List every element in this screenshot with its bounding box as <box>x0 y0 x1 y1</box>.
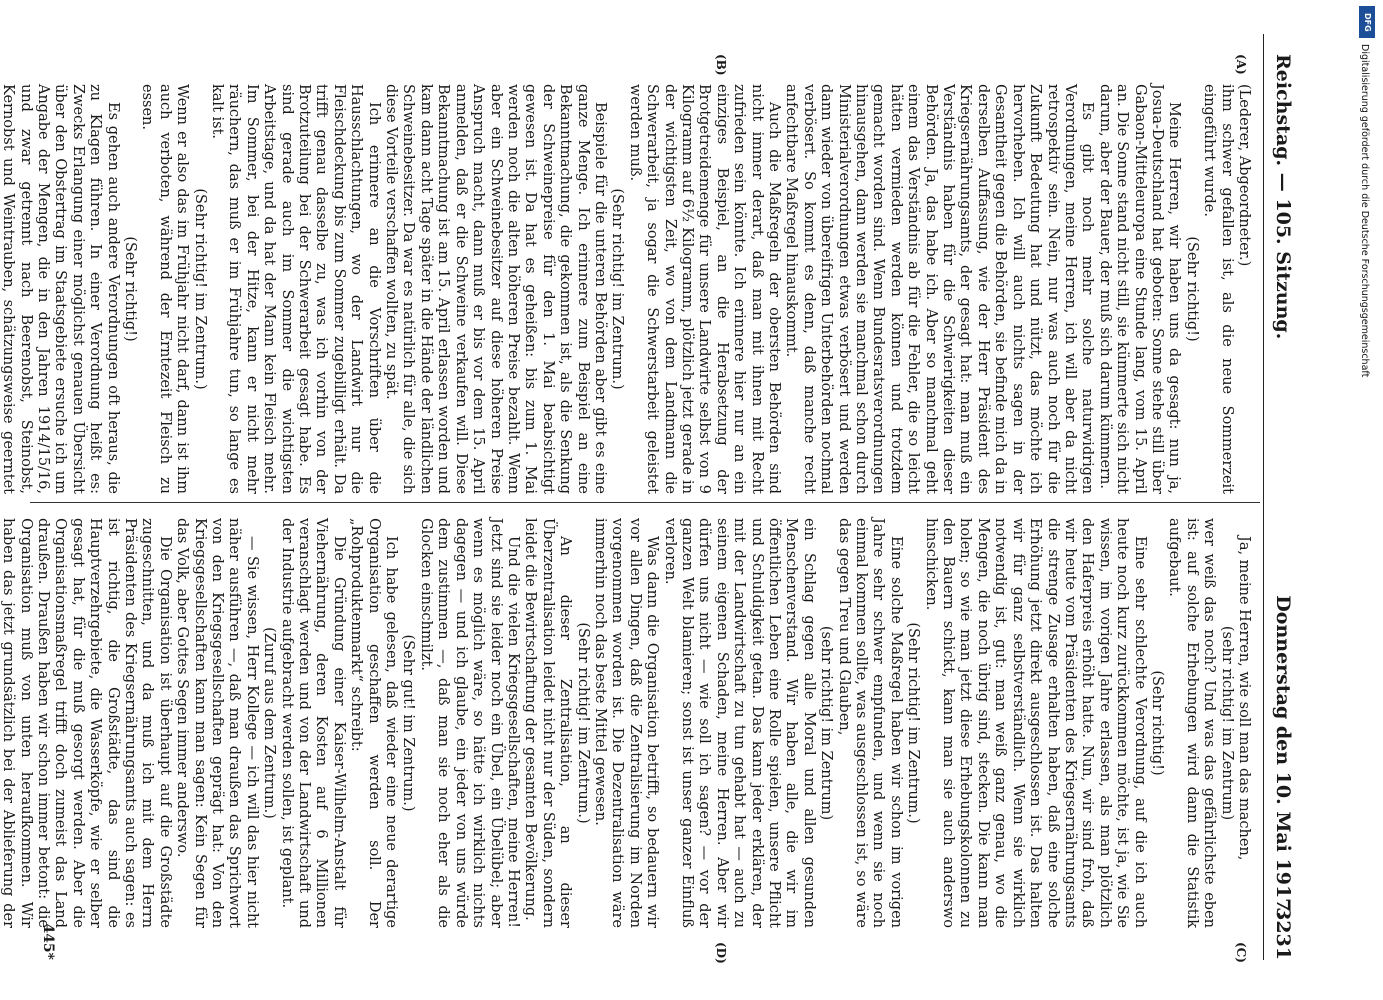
paragraph: Beispiele für die unteren Behörden aber gibt es eine ganze Menge. Ich erinnere zum Beispiel an eine Bekanntmachung, die gekommen ist, als die Senkung der Schweinepreise für den 1. Mai beabsichtigt gewesen ist. Da hat es geheißen: bis zum 1. Mai werden noch die alten höheren Preise bezahlt. Wenn aber ein Schweinebesitzer auf diese höheren Preise Anspruch macht, dann muß er bis vor dem 15. April anmelden, daß er die Schweine verkaufen will. Diese Bekanntmachung ist am 15. April erlassen worden und kam dann acht Tage später in die Hände der ländlichen Schweinebesitzer. Da war es natürlich für alle, die sich diese Vorteile verschaffen wollten, zu spät. <box>383 84 608 494</box>
margin-marker-a: (A) <box>1234 54 1248 75</box>
paragraph: Ich erinnere an die Vorschriften über die Hausschlachtungen, wo der Landwirt nur die Fleischdeckung bis zum Sommer zugebilligt erhält. Da trifft genau dasselbe zu, was ich vorhin von der Brotzuteilung bei der Schwerarbeit gesagt habe. Es sind gerade auch im Sommer die wichtigsten Arbeitstage, und da hat der Mann kein Fleisch mehr. Im Sommer, bei der Hitze, kann er nicht mehr räuchern, das muß er im Frühjahre tun, so lange es kalt ist. <box>209 84 382 494</box>
column-divider <box>30 502 1260 503</box>
interjection: (Sehr richtig! im Zentrum.) <box>609 188 626 390</box>
paragraph: Und die vielen Kriegsgesellschaften, meine Herren! Jetzt sind sie leider noch ein Übel, ein Übelübel; aber wenn es möglich wäre, so hätte ich wirklich nichts dagegen — und ich glaube, ein jeder von uns würde dem zustimmen —, daß man sie noch eher als die Glocken einschmilzt. <box>417 518 521 928</box>
interjection: (Sehr richtig!) <box>1183 236 1200 342</box>
paragraph: Eine solche Maßregel haben wir schon im vorigen Jahre sehr schwer empfunden, und wenn sie noch einmal kommen sollte, was ausgeschlossen ist, so wäre das gegen Treu und Glauben, <box>835 518 904 928</box>
margin-marker-d: (D) <box>714 942 728 964</box>
paragraph: Die Organisation ist überhaupt auf die Großstädte zugeschnitten, und da muß ich mit dem Herrn Präsidenten des Kriegsernährungsamts auch sagen: es ist richtig, die Großstädte, das sind die Hauptverzehrgebiete, die Wasserköpfe, wie er selber gesagt hat, für die muß gesorgt werden. Aber die Organisationsmaßregel trifft doch zumeist das Land draußen. Draußen haben wir schon immer betont: die Organisation muß von unten heraufkommen. Wir haben das jetzt grundsätzlich bei der Ablieferung der <box>0 518 173 928</box>
dfg-logo-icon: DFG <box>1359 6 1375 38</box>
digitization-credit: Digitalisierung gefördert durch die Deutsche Forschungsgemeinschaft <box>1359 44 1370 378</box>
paragraph: Es gehen auch andere Verordnungen oft heraus, die zu Klagen führen. In einer Verordnung heißt es: Zwecks Erlangung einer möglichst genauen Übersicht über den Obstertrag im Staatsgebiete ersuche ich um Angabe der Mengen, die in den Jahren 1914/15/16, und zwar getrennt nach Beerenobst, Steinobst, Kernobst und Weintrauben, schätzungsweise geerntet <box>0 84 121 494</box>
paragraph: (Lederer, Abgeordneter.) <box>1236 84 1252 267</box>
running-header <box>1263 34 1300 960</box>
interjection: (Sehr richtig! im Zentrum.) <box>191 188 208 390</box>
digitization-sidebar <box>1355 0 1381 1000</box>
interjection: (Sehr gut! im Zentrum.) <box>400 634 417 812</box>
paragraph: Es gibt noch mehr solche naturwidrigen Verordnungen, meine Herren, ich will aber da nicht retrospektiv sein. Nein, nur was auch noch für die Zukunft Bedeutung hat und nützt, das möchte ich hervorheben. Ich will auch nichts sagen in der Gesamtheit gegen die Behörden, sie befinde mich da in derselben Auffassung, wie der Herr Präsident des Kriegsernährungsamts, der gesagt hat: man muß ein Verständnis haben für die Schwierigkeiten dieser Behörden. Ja, das habe ich. Aber so manchmal geht einem das Verständnis ab für die Fehler, die so leicht hätten vermieden werden können und trotzdem gemacht worden sind. Wenn Bundesratsverordnungen hinausgehen, dann werden sie manchmal schon durch Ministerialverordnungen etwas verbösert und werden dann wieder von übereifrigen Unterbehörden nochmal verbösert. So kommt es denn, daß manche recht anfechtbare Maßregel hinauskommt. <box>783 84 1096 494</box>
right-column <box>0 518 1252 928</box>
paragraph: wer weiß das noch? Und was das gefährlichste eben ist: auf solche Erhebungen wird dann die Statistik aufgebaut. <box>1166 518 1218 928</box>
interjection: (Sehr richtig!) <box>122 236 138 342</box>
paragraph: Eine sehr schlechte Verordnung, auf die ich auch heute noch kurz zurückkommen möchte, ist ja, wie Sie wissen, im vorigen Jahre erlassen, als man plötzlich den Haferpreis erhöht hatte. Nun, wir sind froh, daß wir heute vom Präsidenten des Kriegsernährungsamts die strenge Zusage erhalten haben, daß eine solche Erhöhung jetzt direkt ausgeschlossen ist. Das halten wir für ganz selbstverständlich. Wenn sie wirklich notwendig ist, gut: man weiß ganz genau, wo die Mengen, die noch übrig sind, stecken. Die kann man holen; so wie man jetzt diese Erhebungskolonnen zu den Bauern schickt, kann man sie auch anderswo hinschicken. <box>922 518 1148 928</box>
paragraph: Ja, meine Herren, wie soll man das machen, <box>1236 536 1252 861</box>
margin-marker-b: (B) <box>714 54 728 76</box>
paragraph: Meine Herren, wir haben uns da gesagt: nun ja, Josua-Deutschland hat geboten: Sonne stehe still über Gabaon-Mitteleuropa eine Stunde lang, vom 15. April an. Die Sonne stand nicht still, sie kümmerte sich nicht darum, aber der Bauer, der muß sich darum kümmern. <box>1096 84 1183 494</box>
page-number: 3231 <box>1272 907 1294 960</box>
interjection: (sehr richtig! im Zentrum) <box>818 625 835 821</box>
interjection: (Sehr richtig! im Zentrum.) <box>905 622 922 824</box>
paragraph: An dieser Zentralisation, an dieser Überzentralisation leidet nicht nur der Süden, sondern leidet die Bewirtschaftung der gesamten Bevölkerung. <box>522 518 574 928</box>
paragraph: — Sie wissen, Herr Kollege — ich will das hier nicht näher ausführen —, daß man draußen das Sprichwort von den Kriegsgesellschaften geprägt hat: Von den Kriegsgesellschaften kann man sagen: Kein Segen für das Volk, aber Gottes Segen immer anderswo. <box>174 518 260 928</box>
header-left: Reichstag. — 105. Sitzung. <box>1272 54 1294 340</box>
quotation: Die Gründung einer Kaiser-Wilhelm-Anstalt für Viehernährung, deren Kosten auf 6 Millionen veranschlagt werden und von der Landwirtschaft und der Industrie aufgebracht werden sollen, ist geplant. <box>278 518 347 928</box>
left-column <box>0 84 1252 494</box>
signature-mark: 445* <box>40 923 56 960</box>
paragraph: Was dann die Organisation betrifft, so bedauern wir vor allen Dingen, daß die Zentralisierung im Norden vorgenommen worden ist. Die Dezentralisation wäre immerhin noch das beste Mittel gewesen. <box>591 518 661 928</box>
interjection: (Sehr richtig!) <box>1148 670 1165 776</box>
interjection: (Sehr richtig! im Zentrum.) <box>574 622 591 824</box>
paragraph: Wenn er also das im Frühjahr nicht darf, dann ist ihm auch verboten, während der Erntezeit Fleisch zu essen. <box>139 84 191 494</box>
interjection: (Zuruf aus dem Zentrum.) <box>261 627 278 819</box>
paragraph: Ich habe gelesen, daß wieder eine neue derartige Organisation geschaffen werden soll. Der „Rohproduktenmarkt“ schreibt: <box>348 518 400 928</box>
interjection: (sehr richtig! im Zentrum) <box>1218 625 1235 821</box>
paragraph: Auch die Maßregeln der obersten Behörden sind nicht immer derart, daß man mit ihnen mit Recht zufrieden sein könnte. Ich erinnere hier nur an ein einziges Beispiel, an die Herabsetzung der Brotgetreidemenge für unsere Landwirte selbst von 9 Kilogramm auf 6½ Kilogramm, plötzlich jetzt gerade in der wichtigsten Zeit, wo von dem Landmann die Schwerarbeit, ja sogar die Schwerstarbeit geleistet werden muß. <box>626 84 783 494</box>
margin-marker-c: (C) <box>1234 942 1248 963</box>
header-date: Donnerstag den 10. Mai 1917. <box>1272 595 1294 918</box>
paragraph: ein Schlag gegen alle Moral und allen gesunden Menschenverstand. Wir haben alle, die wir im öffentlichen Leben eine Rolle spielen, unsere Pflicht und Schuldigkeit getan. Das kann jeder erklären, der mit der Landwirtschaft zu tun gehabt hat — auch zu seinem eigenen Schaden, meine Herren. Aber wir dürfen uns nicht — wie soll ich sagen? — vor der ganzen Welt blamieren; sonst ist unser ganzer Einfluß verloren. <box>661 518 817 928</box>
paragraph: ihm schwer gefallen ist, als die neue Sommerzeit eingeführt wurde. <box>1201 84 1235 494</box>
